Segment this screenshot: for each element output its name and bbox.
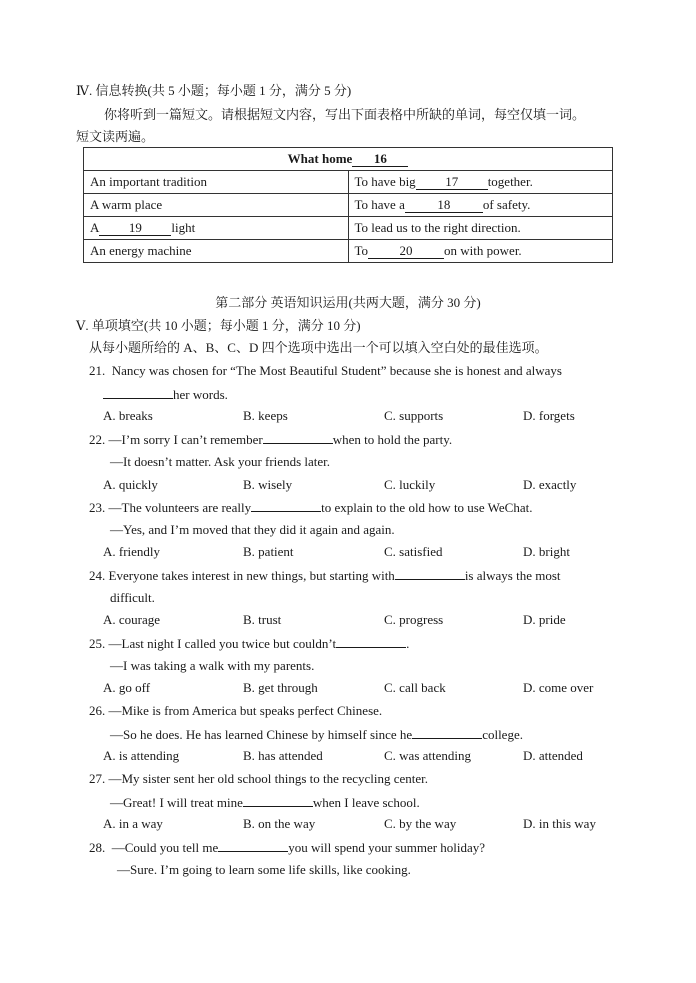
table-cell-right bbox=[348, 217, 613, 240]
table-cell-right bbox=[348, 194, 613, 217]
question-text: when I leave school. bbox=[312, 795, 420, 810]
blank-20[interactable]: 20 bbox=[368, 244, 444, 259]
option-b[interactable]: B. on the way bbox=[243, 816, 316, 831]
option-c[interactable]: C. call back bbox=[384, 680, 446, 695]
option-b[interactable]: B. patient bbox=[243, 544, 294, 559]
question-text: —Last night I called you twice but couldn’t bbox=[108, 636, 337, 651]
question-number: 24. bbox=[89, 568, 106, 583]
blank-16[interactable]: 16 bbox=[352, 152, 408, 167]
question-text: is always the most bbox=[464, 568, 561, 583]
option-c[interactable]: C. luckily bbox=[384, 477, 436, 492]
option-b[interactable]: B. get through bbox=[243, 680, 318, 695]
question-number: 25. bbox=[89, 636, 106, 651]
option-b[interactable]: B. trust bbox=[243, 612, 282, 627]
answer-blank[interactable] bbox=[263, 431, 333, 444]
answer-blank[interactable] bbox=[336, 635, 406, 648]
question-text: when to hold the party. bbox=[332, 432, 453, 447]
table-row bbox=[84, 217, 613, 240]
cell-text: A warm place bbox=[90, 197, 163, 212]
question-text: —I’m sorry I can’t remember bbox=[108, 432, 263, 447]
cell-text: An energy machine bbox=[90, 243, 192, 258]
blank-17[interactable]: 17 bbox=[416, 175, 488, 190]
option-a[interactable]: A. courage bbox=[103, 612, 161, 627]
option-b[interactable]: B. keeps bbox=[243, 408, 288, 423]
option-a[interactable]: A. is attending bbox=[103, 748, 180, 763]
option-a[interactable]: A. in a way bbox=[103, 816, 163, 831]
answer-blank[interactable] bbox=[103, 386, 173, 399]
option-d[interactable]: D. come over bbox=[523, 680, 594, 695]
question-text: —Mike is from America but speaks perfect Chinese. bbox=[108, 703, 383, 718]
cell-text: of safety. bbox=[482, 197, 531, 212]
option-d[interactable]: D. bright bbox=[523, 544, 570, 559]
question-text: —Could you tell me bbox=[111, 840, 219, 855]
option-a[interactable]: A. go off bbox=[103, 680, 151, 695]
table-cell-left bbox=[84, 240, 349, 263]
question-24-line-2: difficult. bbox=[110, 590, 155, 605]
cell-text: To have a bbox=[354, 197, 405, 212]
question-number: 26. bbox=[89, 703, 106, 718]
section-5-heading: Ⅴ. 单项填空(共 10 小题；每小题 1 分，满分 10 分) bbox=[76, 318, 361, 333]
option-d[interactable]: D. pride bbox=[523, 612, 566, 627]
option-d[interactable]: D. attended bbox=[523, 748, 583, 763]
question-26-line-1 bbox=[89, 703, 382, 719]
option-a[interactable]: A. quickly bbox=[103, 477, 158, 492]
cell-text: A bbox=[90, 220, 100, 235]
section-5-instructions: 从每小题所给的 A、B、C、D 四个选项中选出一个可以填入空白处的最佳选项。 bbox=[89, 340, 548, 355]
question-number: 22. bbox=[89, 432, 106, 447]
cell-text: light bbox=[171, 220, 196, 235]
question-text: —My sister sent her old school things to the recycling center. bbox=[108, 771, 429, 786]
answer-blank[interactable] bbox=[412, 726, 482, 739]
cell-text: on with power. bbox=[444, 243, 522, 258]
cell-text: together. bbox=[487, 174, 533, 189]
question-28-line-2: —Sure. I’m going to learn some life skills, like cooking. bbox=[117, 862, 411, 877]
cell-text: To have big bbox=[354, 174, 416, 189]
option-d[interactable]: D. in this way bbox=[523, 816, 596, 831]
question-23-line-1 bbox=[89, 499, 532, 516]
cell-text: An important tradition bbox=[90, 174, 207, 189]
answer-blank[interactable] bbox=[218, 839, 288, 852]
table-header bbox=[84, 148, 613, 171]
question-text: to explain to the old how to use WeChat. bbox=[321, 500, 533, 515]
option-d[interactable]: D. exactly bbox=[523, 477, 577, 492]
cell-text: To bbox=[354, 243, 369, 258]
option-a[interactable]: A. breaks bbox=[103, 408, 153, 423]
option-c[interactable]: C. by the way bbox=[384, 816, 457, 831]
blank-18[interactable]: 18 bbox=[405, 198, 483, 213]
question-27-line-2 bbox=[110, 794, 420, 811]
info-table bbox=[83, 147, 613, 263]
option-c[interactable]: C. satisfied bbox=[384, 544, 443, 559]
question-21-line-1 bbox=[89, 363, 562, 379]
question-text: —The volunteers are really bbox=[108, 500, 252, 515]
question-22-line-2: —It doesn’t matter. Ask your friends later. bbox=[110, 454, 330, 469]
header-label: What home bbox=[287, 151, 353, 166]
question-number: 27. bbox=[89, 771, 106, 786]
question-text: college. bbox=[482, 727, 523, 742]
question-text: you will spend your summer holiday? bbox=[288, 840, 486, 855]
part-2-title: 第二部分 英语知识运用(共两大题，满分 30 分) bbox=[215, 295, 481, 310]
question-number: 28. bbox=[89, 840, 106, 855]
question-28-line-1 bbox=[89, 839, 485, 856]
cell-text: To lead us to the right direction. bbox=[354, 220, 521, 235]
question-26-line-2 bbox=[110, 726, 523, 743]
question-text: . bbox=[406, 636, 410, 651]
question-number: 23. bbox=[89, 500, 106, 515]
question-text: Nancy was chosen for “The Most Beautiful Student” because she is honest and always bbox=[111, 363, 562, 378]
option-a[interactable]: A. friendly bbox=[103, 544, 161, 559]
question-text: Everyone takes interest in new things, but starting with bbox=[108, 568, 395, 583]
question-22-line-1 bbox=[89, 431, 452, 448]
question-number: 21. bbox=[89, 363, 106, 378]
question-25-line-1 bbox=[89, 635, 409, 652]
section-4-instructions-cont: 短文读两遍。 bbox=[76, 129, 155, 144]
question-text: her words. bbox=[173, 387, 228, 402]
option-b[interactable]: B. has attended bbox=[243, 748, 323, 763]
question-21-line-2 bbox=[103, 386, 228, 403]
table-header-row bbox=[84, 148, 613, 171]
table-row bbox=[84, 194, 613, 217]
question-23-line-2: —Yes, and I’m moved that they did it again and again. bbox=[110, 522, 395, 537]
table-row bbox=[84, 171, 613, 194]
question-25-line-2: —I was taking a walk with my parents. bbox=[110, 658, 315, 673]
answer-blank[interactable] bbox=[251, 499, 321, 512]
table-cell-right bbox=[348, 171, 613, 194]
question-text: —So he does. He has learned Chinese by himself since he bbox=[110, 727, 413, 742]
option-c[interactable]: C. supports bbox=[384, 408, 444, 423]
table-cell-left bbox=[84, 194, 349, 217]
question-27-line-1 bbox=[89, 771, 428, 787]
question-24-line-1 bbox=[89, 567, 561, 584]
option-c[interactable]: C. progress bbox=[384, 612, 444, 627]
section-4-heading: Ⅳ. 信息转换(共 5 小题；每小题 1 分，满分 5 分) bbox=[76, 83, 352, 98]
option-c[interactable]: C. was attending bbox=[384, 748, 472, 763]
section-4-instructions: 你将听到一篇短文。请根据短文内容，写出下面表格中所缺的单词，每空仅填一词。 bbox=[104, 107, 586, 122]
blank-19[interactable]: 19 bbox=[99, 221, 171, 236]
question-text: —Great! I will treat mine bbox=[110, 795, 243, 810]
table-cell-left bbox=[84, 217, 349, 240]
answer-blank[interactable] bbox=[243, 794, 313, 807]
table-row bbox=[84, 240, 613, 263]
option-d[interactable]: D. forgets bbox=[523, 408, 575, 423]
table-cell-right bbox=[348, 240, 613, 263]
table-cell-left bbox=[84, 171, 349, 194]
option-b[interactable]: B. wisely bbox=[243, 477, 293, 492]
answer-blank[interactable] bbox=[395, 567, 465, 580]
